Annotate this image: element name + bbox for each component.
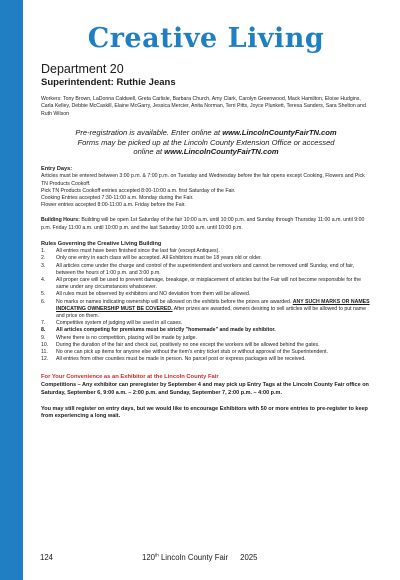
rule-number: 7. — [41, 320, 46, 327]
superintendent-line: Superintendent: Ruthie Jeans — [41, 77, 176, 88]
rule-item — [41, 277, 371, 291]
rule-item — [41, 248, 371, 255]
rule-number: 12. — [41, 356, 49, 363]
building-hours-text: Building will be open 1st Saturday of the fair 10:00 a.m. until 10:00 p.m. and Sunday through Thursday 11:00 a.m. until 9:00 p.m. Friday 11:00 a.m. until 10:00 p.m. and the last Saturday 10:00 a.m. until 10:00 p.m. — [41, 217, 365, 231]
page-title: Creative Living — [87, 23, 325, 54]
rule-item — [41, 263, 371, 277]
footer-ordinal-number: 120 — [142, 553, 156, 562]
rule-text: Only one entry in each class will be accepted. All Exhibitors must be 18 years old or older. — [56, 255, 262, 262]
entry-days-heading: Entry Days: — [41, 166, 73, 172]
rule-text: No one can pick up items for anyone else without the item's entry ticket stub or without approval of the Superintendent. — [56, 349, 329, 356]
footer-year: 2025 — [240, 553, 258, 562]
rule-text: No marks or names indicating ownership will be allowed on the exhibits before the prizes are awarded. — [56, 298, 293, 305]
left-color-bar — [0, 0, 23, 580]
rule-number: 6. — [41, 298, 46, 305]
prereg-line3: online at — [133, 147, 165, 157]
rule-number: 2. — [41, 255, 46, 262]
rule-number: 4. — [41, 277, 46, 284]
rule-text: All proper care will be used to prevent damage, breakage, or misplacement of articles but the Fair will not become responsible for the same under any circumstances whatsoever. — [56, 277, 362, 291]
rule-item — [41, 299, 371, 321]
rule-item — [41, 335, 371, 342]
building-hours-label: Building Hours: — [41, 217, 80, 224]
entry-days-line: Flower entries accepted 8:00-11:00 a.m. Friday before the Fair. — [41, 202, 186, 209]
entry-days-line: Articles must be entered between 3:00 p.m. & 7:00 p.m. on Tuesday and Wednesday before the fair opens except Cooking, Flowers and Pick TN Products Cookoff. — [41, 173, 365, 187]
entry-days-line: Cooking Entries accepted 7:30-11:00 a.m. Monday during the Fair. — [41, 195, 194, 202]
rule-text: All entries from other counties must be made in person. No parcel post or express packages will be received. — [56, 356, 306, 363]
department-heading: Department 20 — [41, 62, 124, 76]
rule-text-underlined: ANY SUCH MARKS OR NAMES INDICATING OWNERSHIP MUST BE COVERED. — [56, 298, 370, 312]
page-content — [41, 24, 371, 421]
rule-number: 5. — [41, 291, 46, 298]
rule-text: All rules must be observed by exhibitors and NO deviation from them will be allowed. — [56, 291, 251, 298]
rule-text: Competitive system of judging will be used in all cases. — [56, 320, 183, 327]
rule-item — [41, 255, 371, 262]
rule-number: 10. — [41, 341, 49, 348]
prereg-line1: Pre-registration is available. Enter online at — [75, 128, 223, 138]
convenience-heading: For Your Convenience as an Exhibitor at the Lincoln County Fair — [41, 374, 219, 381]
rule-item — [41, 356, 371, 363]
rule-text: During the duration of the fair and check out, positively no one except the workers will be allowed behind the gates. — [56, 341, 320, 348]
rule-number: 9. — [41, 334, 46, 341]
rule-number: 11. — [41, 349, 48, 356]
rule-item — [41, 291, 371, 298]
rule-text: Where there is no competition, placing will be made by judge. — [56, 334, 198, 341]
footer-fair-name: Lincoln County Fair — [158, 553, 229, 562]
footer-ordinal-suffix: th — [155, 552, 159, 558]
rule-text: All articles competing for premiums must be strictly "homemade" and made by exhibitor. — [56, 327, 276, 334]
rule-text: After prizes are awarded, owners desiring to sell articles will be allowed to put name and price on them. — [56, 305, 367, 320]
rule-number: 8. — [41, 327, 46, 334]
page-number: 124 — [40, 553, 54, 562]
rule-text: All articles come under the charge and control of the superintendent and workers and cannot be removed until Sunday, end of fair, between the hours of 1:00 p.m. and 3:00 p.m. — [56, 262, 355, 276]
prereg-line2: Forms may be picked up at the Lincoln County Extension Office or accessed — [77, 137, 335, 147]
rule-item — [41, 349, 371, 356]
entry-days-line: Pick TN Products Cookoff entries accepted 8:00-10:00 a.m. first Saturday of the Fair. — [41, 187, 236, 194]
rule-text: All entries must have been finished since the last fair (except Antiques). — [56, 248, 220, 255]
register-paragraph: You may still register on entry days, but we would like to encourage Exhibitors with 50 or more entries to pre-register to keep from experiencing a long wait. — [41, 405, 368, 420]
rule-number: 3. — [41, 262, 46, 269]
preregistration-notice — [41, 128, 371, 157]
prereg-link-1[interactable]: www.LincolnCountyFairTN.com — [222, 128, 337, 138]
rules-list — [41, 248, 371, 363]
footer-fair-title — [142, 553, 257, 563]
rule-number: 1. — [41, 248, 46, 255]
building-hours — [41, 217, 371, 231]
prereg-link-2[interactable]: www.LincolnCountyFairTN.com — [164, 147, 279, 157]
rule-item — [41, 327, 371, 334]
rules-heading: Rules Governing the Creative Living Building — [41, 240, 162, 247]
workers-list: Workers: Tony Brown, LaDonna Caldwell, Greta Carlisle, Barbara Church, Amy Clark, Carolyn Greenwood, Mack Hamilton, Eloise Hudgins, Carla Kelley, Debbie McCaskill, Elaine McGarry, Jessica Mercier, Anita Norman, Terri Pitts, Joyce Plunkett, Teresa Sanders, Sara Shelton and Ruth Wilson — [41, 96, 366, 117]
rule-item — [41, 320, 371, 327]
competitions-paragraph: Competitions – Any exhibitor can preregister by September 4 and may pick up Entry Tags at the Lincoln County Fair office on Saturday, September 6, 9:00 a.m. – 2:00 p.m. and Sunday, September 7, 2:00 p.m. – 4:00 p.m. — [41, 382, 369, 396]
rule-item — [41, 342, 371, 349]
